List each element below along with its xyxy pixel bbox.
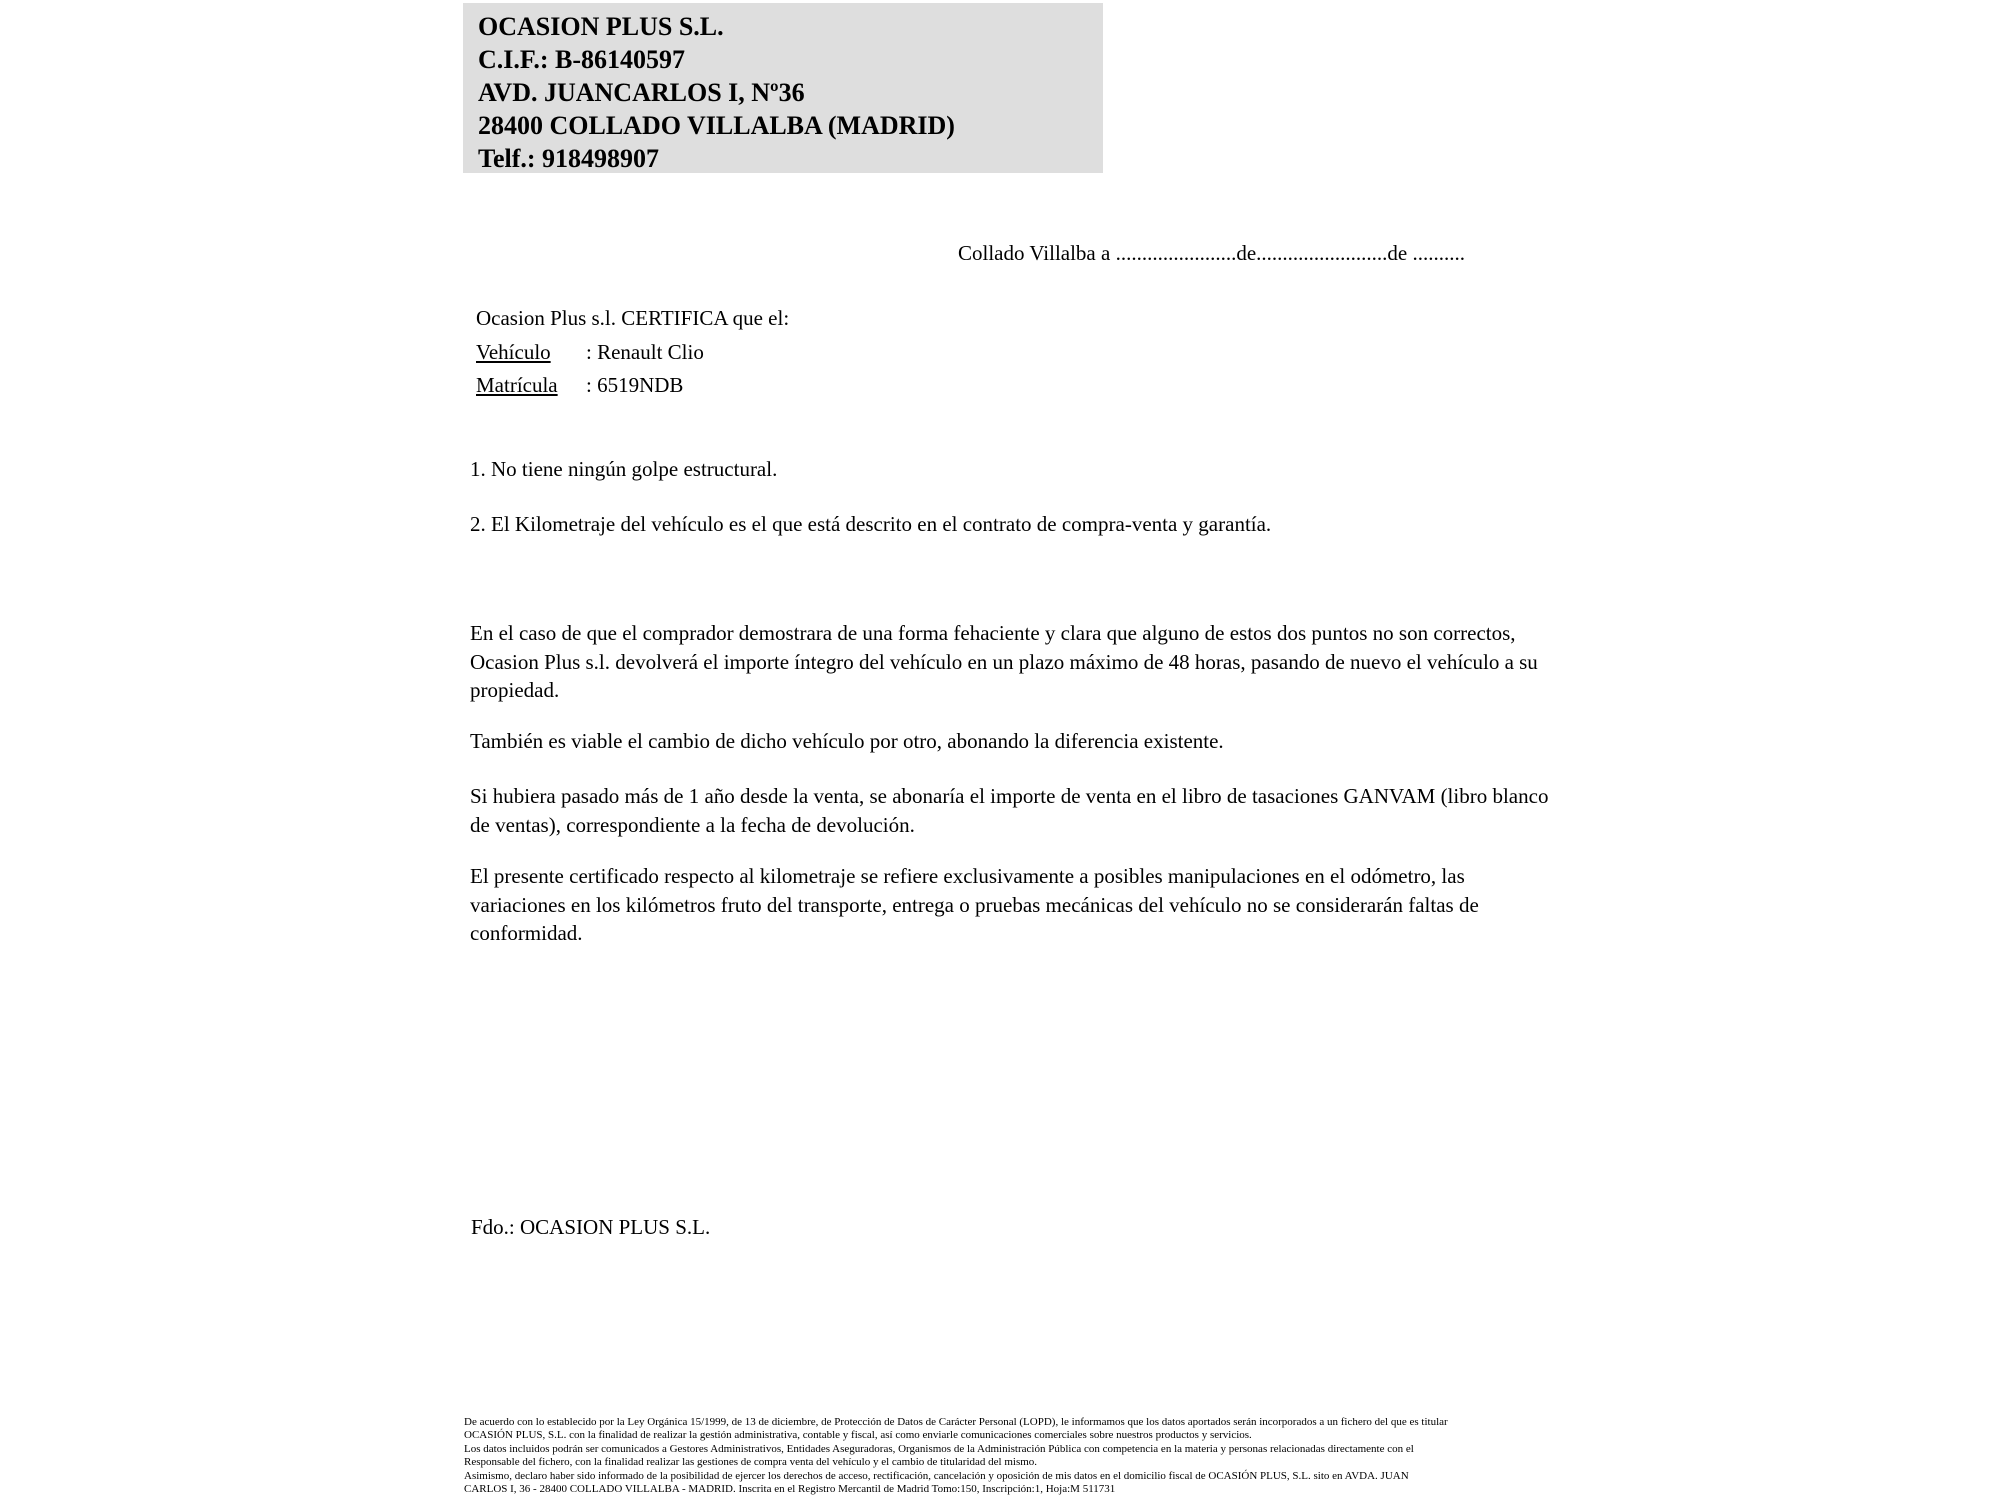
footer-line: OCASIÓN PLUS, S.L. con la finalidad de realizar la gestión administrativa, contable y fiscal, así como enviarle comunicaciones comerciales sobre nuestros productos y servicios. <box>464 1429 1252 1442</box>
signature-line: Fdo.: OCASION PLUS S.L. <box>471 1215 711 1239</box>
vehicle-row <box>476 336 789 370</box>
company-phone: Telf.: 918498907 <box>478 144 660 173</box>
company-city: 28400 COLLADO VILLALBA (MADRID) <box>478 111 955 140</box>
legal-footer <box>464 1416 1564 1496</box>
footer-line: Asimismo, declaro haber sido informado de la posibilidad de ejercer los derechos de acceso, rectificación, cancelación y oposición de mis datos en el domicilio fiscal de OCASIÓN PLUS, S.L. sito en AVDA. JUAN <box>464 1469 1409 1482</box>
plate-label-column <box>476 369 586 403</box>
plate-label: Matrícula <box>476 373 558 397</box>
paragraph-odometer: El presente certificado respecto al kilometraje se refiere exclusivamente a posibles manipulaciones en el odómetro, las variaciones en los kilómetros fruto del transporte, entrega o pruebas mecánicas del vehículo no se considerarán faltas de conformidad. <box>470 864 1479 945</box>
vehicle-label: Vehículo <box>476 339 551 364</box>
certification-block <box>476 302 789 403</box>
paragraph-ganvam: Si hubiera pasado más de 1 año desde la venta, se abonaría el importe de venta en el libro de tasaciones GANVAM (libro blanco de ventas), correspondiente a la fecha de devolución. <box>470 784 1549 837</box>
company-address: AVD. JUANCARLOS I, Nº36 <box>478 78 805 107</box>
footer-line: Los datos incluidos podrán ser comunicados a Gestores Administrativos, Entidades Aseguradoras, Organismos de la Administración Pública con competencia en la materia y personas relacionadas directamente con el <box>464 1442 1414 1455</box>
company-header-box <box>463 3 1103 173</box>
footer-line: CARLOS I, 36 - 28400 COLLADO VILLALBA - MADRID. Inscrita en el Registro Mercantil de Madrid Tomo:150, Inscripción:1, Hoja:M 511731 <box>464 1483 1116 1496</box>
vehicle-value: : Renault Clio <box>586 339 704 364</box>
footer-line: Responsable del fichero, con la finalidad realizar las gestiones de compra venta del vehículo y el cambio de titularidad del mismo. <box>464 1456 1038 1469</box>
date-line: Collado Villalba a .......................de.........................de .......... <box>958 241 1465 265</box>
company-cif: C.I.F.: B-86140597 <box>478 45 686 74</box>
paragraph-exchange: También es viable el cambio de dicho vehículo por otro, abonando la diferencia existente. <box>470 729 1224 753</box>
company-name: OCASION PLUS S.L. <box>478 12 724 41</box>
plate-row <box>476 369 789 403</box>
paragraph-refund: En el caso de que el comprador demostrara de una forma fehaciente y clara que alguno de estos dos puntos no son correctos, Ocasion Plus s.l. devolverá el importe íntegro del vehículo en un plazo máximo de 48 horas, pasando de nuevo el vehículo a su propiedad. <box>470 621 1538 702</box>
vehicle-label-column <box>476 336 586 370</box>
certification-intro: Ocasion Plus s.l. CERTIFICA que el: <box>476 306 790 330</box>
point-structural-damage: 1. No tiene ningún golpe estructural. <box>470 457 778 481</box>
point-mileage: 2. El Kilometraje del vehículo es el que está descrito en el contrato de compra-venta y garantía. <box>470 512 1272 536</box>
plate-value: : 6519NDB <box>586 373 684 397</box>
footer-line: De acuerdo con lo establecido por la Ley Orgánica 15/1999, de 13 de diciembre, de Protección de Datos de Carácter Personal (LOPD), le informamos que los datos aportados serán incorporados a un fichero del que es titular <box>464 1416 1448 1428</box>
